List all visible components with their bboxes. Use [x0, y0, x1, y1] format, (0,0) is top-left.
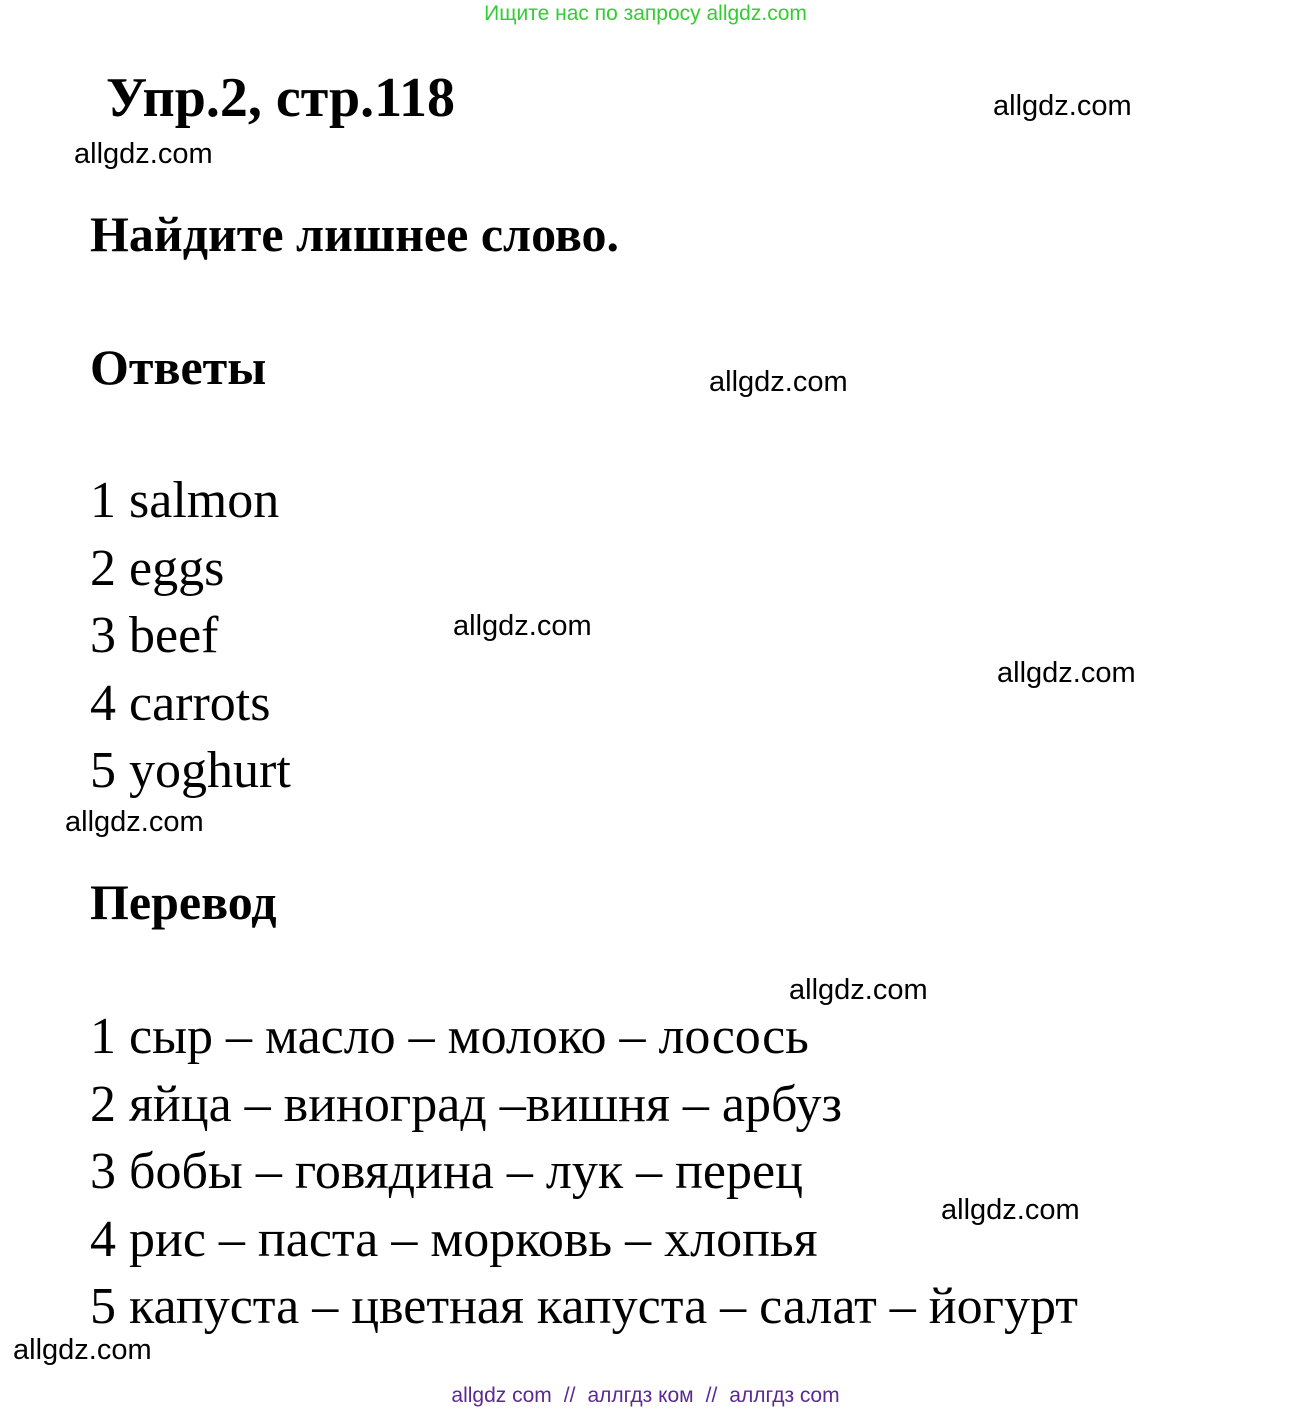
separator: // — [705, 1384, 718, 1407]
translation-item-5: 5 капуста – цветная капуста – салат – йогурт — [90, 1278, 1078, 1335]
answer-item-1: 1 salmon — [90, 472, 280, 529]
watermark: allgdz.com — [993, 90, 1132, 122]
bottom-links — [0, 1384, 1291, 1408]
bottom-link-3[interactable]: аллгдз com — [729, 1384, 840, 1407]
answers-heading: Ответы — [90, 339, 267, 395]
exercise-title: Упр.2, стр.118 — [106, 67, 456, 129]
translation-list — [90, 1003, 1078, 1341]
watermark: allgdz.com — [789, 974, 928, 1006]
task-instruction: Найдите лишнее слово. — [90, 206, 619, 262]
translation-item-1: 1 сыр – масло – молоко – лосось — [90, 1008, 809, 1065]
answer-item-4: 4 carrots — [90, 674, 271, 732]
answers-list — [90, 467, 291, 805]
separator: // — [563, 1384, 576, 1407]
watermark: allgdz.com — [453, 610, 592, 642]
answer-item-3: 3 beef — [90, 607, 219, 664]
translation-item-4: 4 рис – паста – морковь – хлопья — [90, 1210, 818, 1268]
watermark: allgdz.com — [941, 1194, 1080, 1226]
watermark: allgdz.com — [65, 806, 204, 838]
translation-item-2: 2 яйца – виноград –вишня – арбуз — [90, 1075, 842, 1133]
top-banner: Ищите нас по запросу allgdz.com — [484, 2, 807, 25]
translation-item-3: 3 бобы – говядина – лук – перец — [90, 1143, 803, 1200]
watermark: allgdz.com — [13, 1334, 152, 1366]
watermark: allgdz.com — [709, 366, 848, 398]
bottom-link-1[interactable]: allgdz com — [451, 1384, 552, 1407]
answer-item-2: 2 eggs — [90, 539, 225, 597]
translation-heading: Перевод — [90, 874, 277, 930]
watermark: allgdz.com — [74, 138, 213, 170]
watermark: allgdz.com — [997, 657, 1136, 689]
bottom-link-2[interactable]: аллгдз ком — [587, 1384, 694, 1407]
answer-item-5: 5 yoghurt — [90, 742, 291, 799]
